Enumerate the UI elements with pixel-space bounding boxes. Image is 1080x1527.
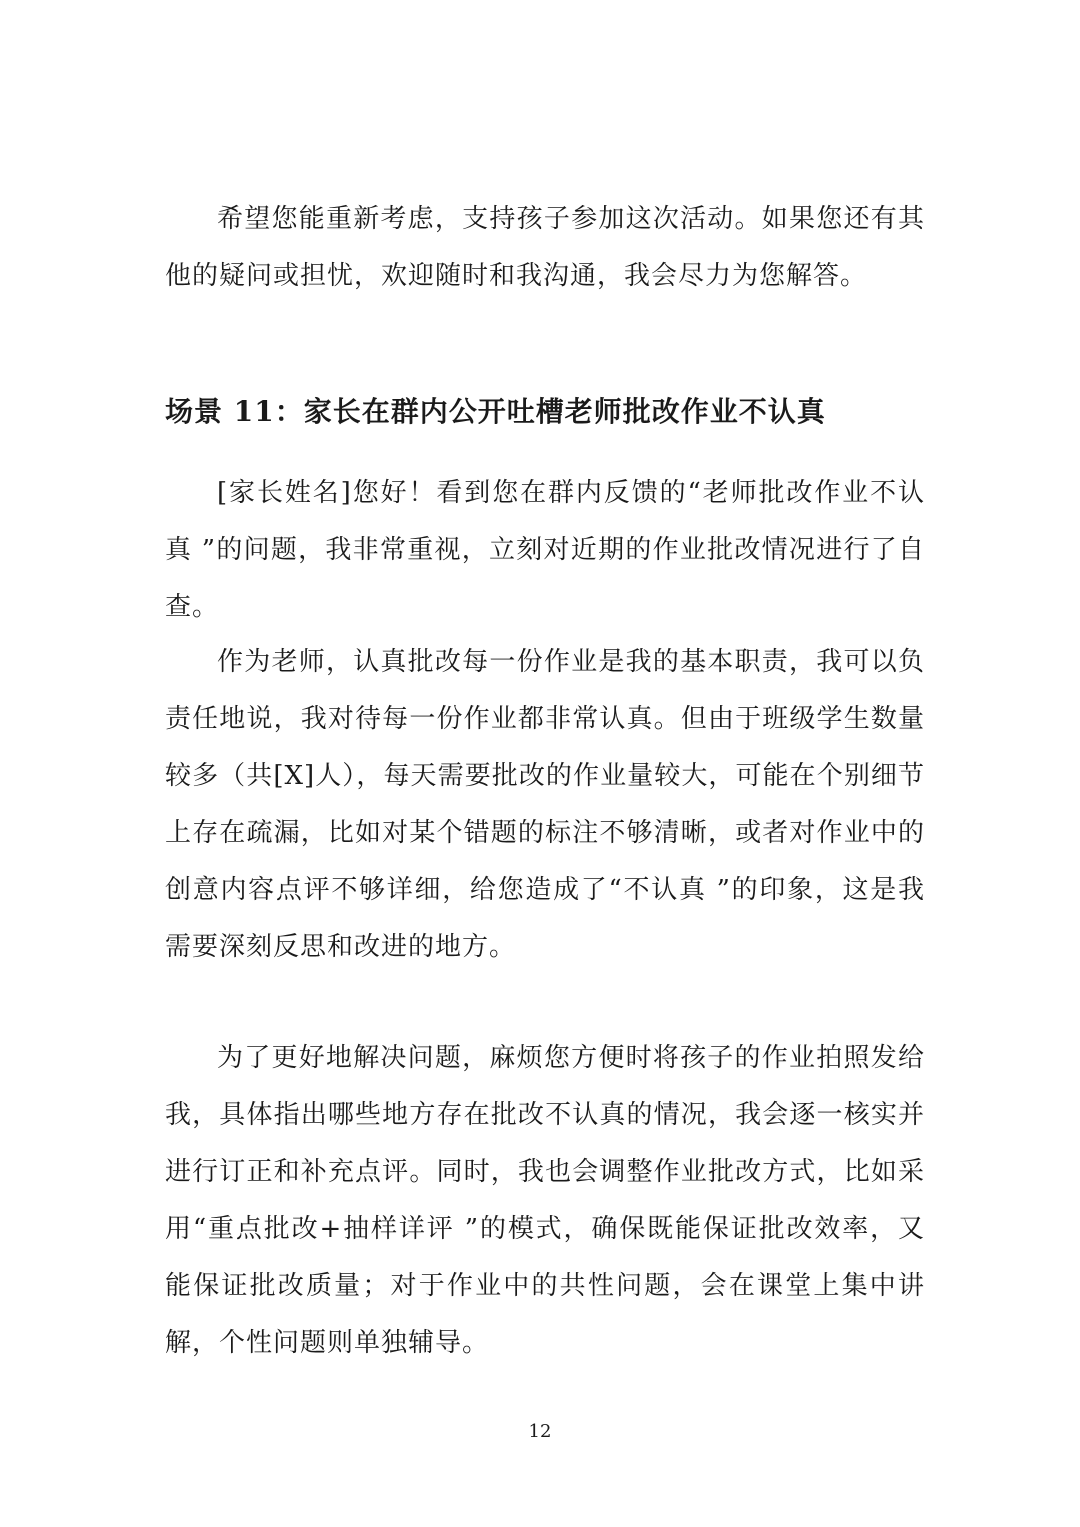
page-number: 12 bbox=[528, 1421, 552, 1442]
section-heading: 场景 11：家长在群内公开吐槽老师批改作业不认真 bbox=[165, 395, 826, 428]
paragraph-greeting: [家长姓名]您好！看到您在群内反馈的“老师批改作业不认真 ”的问题，我非常重视，立刻对近期的作业批改情况进行了自查。 bbox=[165, 478, 925, 622]
paragraph-explanation: 作为老师，认真批改每一份作业是我的基本职责，我可以负责任地说，我对待每一份作业都非常认真。但由于班级学生数量较多（共[X]人），每天需要批改的作业量较大，可能在个别细节上存在疏漏，比如对某个错题的标注不够清晰，或者对作业中的创意内容点评不够详细，给您造成了“不认真 ”的印象，这是我需要深刻反思和改进的地方。 bbox=[165, 647, 925, 962]
paragraph-solution: 为了更好地解决问题，麻烦您方便时将孩子的作业拍照发给我，具体指出哪些地方存在批改不认真的情况，我会逐一核实并进行订正和补充点评。同时，我也会调整作业批改方式，比如采用“重点批改+抽样详评 ”的模式，确保既能保证批改效率，又能保证批改质量；对于作业中的共性问题，会在课堂上集中讲解，个性问题则单独辅导。 bbox=[165, 1043, 925, 1358]
paragraph-closing: 希望您能重新考虑，支持孩子参加这次活动。如果您还有其他的疑问或担忧，欢迎随时和我沟通，我会尽力为您解答。 bbox=[165, 204, 925, 291]
